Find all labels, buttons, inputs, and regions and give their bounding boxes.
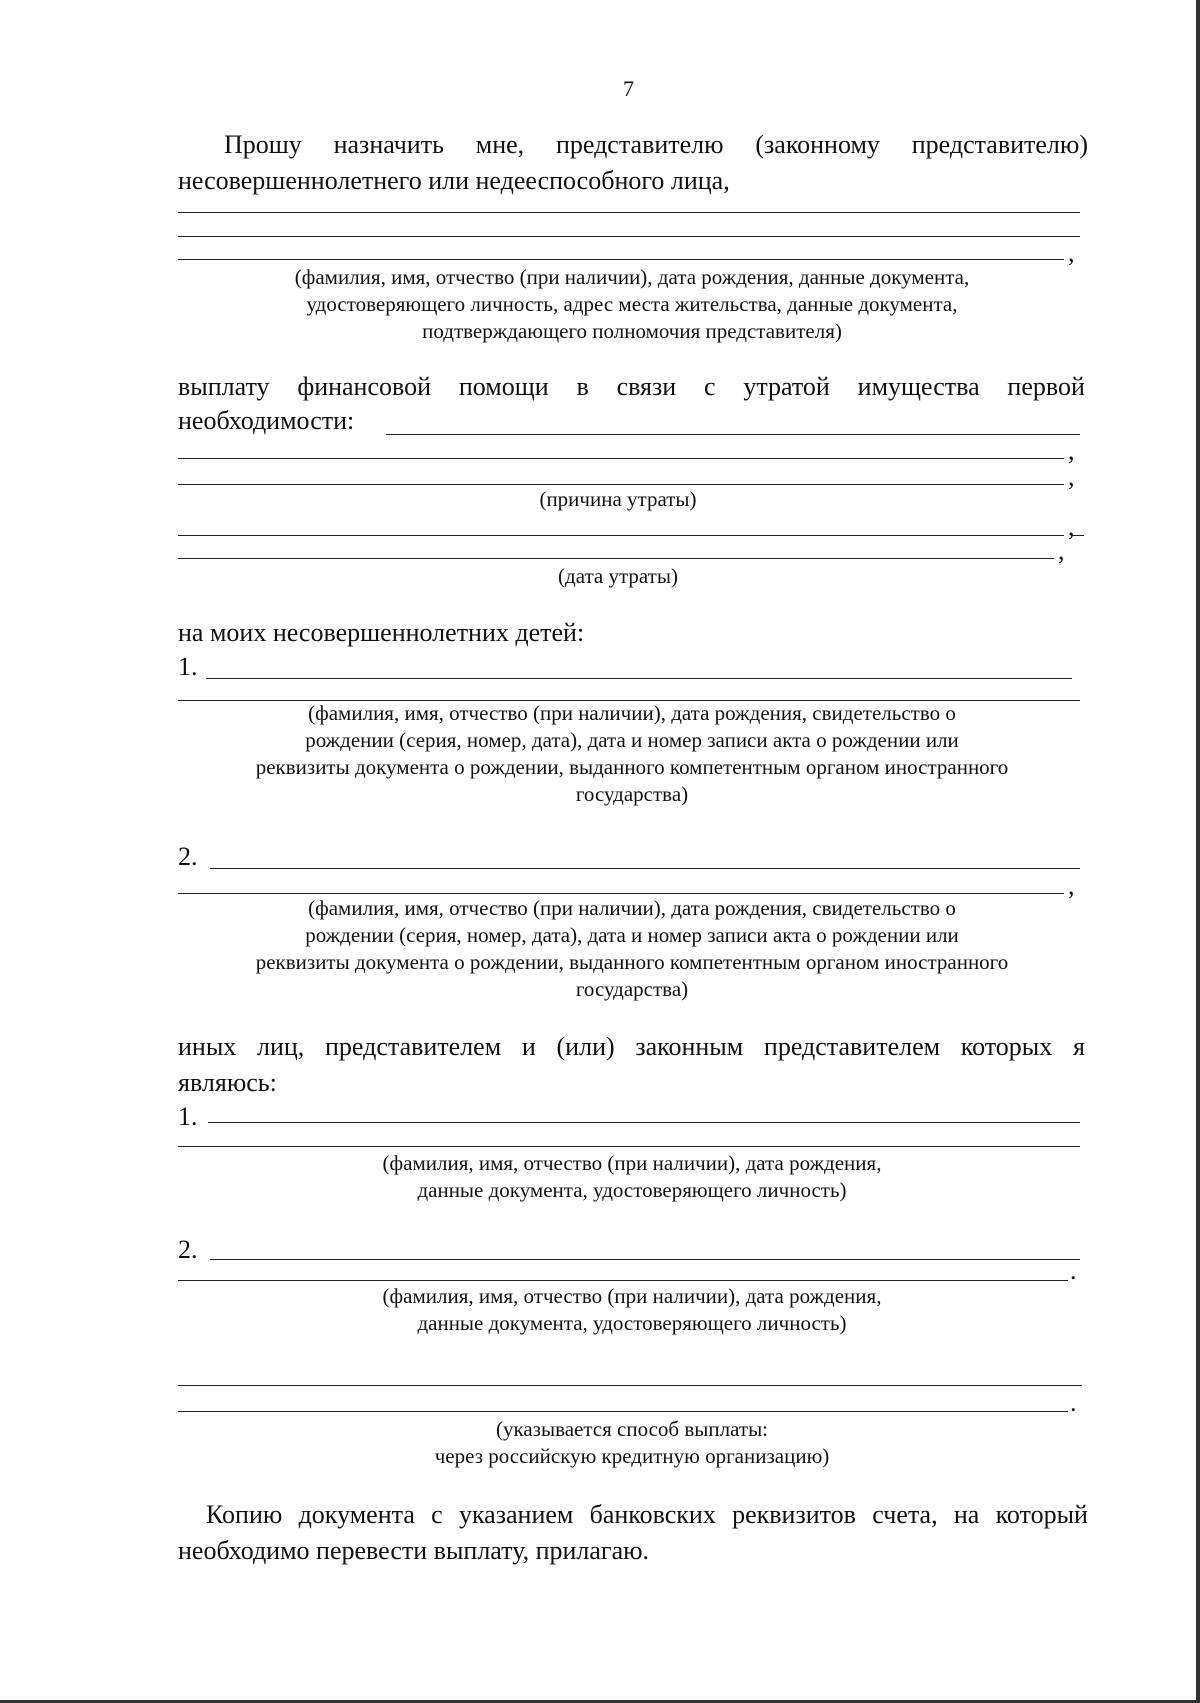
- representative-field-line-2[interactable]: [178, 236, 1080, 237]
- necessity-field-line[interactable]: [386, 434, 1080, 435]
- others-line-2: являюсь:: [178, 1068, 277, 1097]
- other-1-field-line-1[interactable]: [208, 1122, 1080, 1123]
- attachment-line-2: необходимо перевести выплату, прилагаю.: [178, 1536, 650, 1565]
- child-2-field-line-1[interactable]: [210, 868, 1080, 869]
- child-1-number: 1.: [178, 652, 198, 681]
- scan-edge-right: [1196, 0, 1200, 1703]
- other-1-field-line-2[interactable]: [178, 1146, 1080, 1147]
- payment-method-field-line-2[interactable]: [178, 1411, 1068, 1412]
- payment-method-field-line-1[interactable]: [178, 1385, 1082, 1386]
- other-1-number: 1.: [178, 1102, 198, 1131]
- children-heading: на моих несовершеннолетних детей:: [178, 618, 585, 647]
- loss-reason-field-line-2[interactable]: [178, 484, 1064, 485]
- other-2-caption: (фамилия, имя, отчество (при наличии), дата рождения, данные документа, удостоверяющего личность): [382, 1284, 882, 1335]
- comma-mark: ,: [1068, 436, 1075, 465]
- other-1-caption: (фамилия, имя, отчество (при наличии), дата рождения, данные документа, удостоверяющего личность): [382, 1151, 882, 1202]
- child-1-caption: (фамилия, имя, отчество (при наличии), дата рождения, свидетельство о рождении (серия, номер, дата), дата и номер записи акта о рождении или реквизиты документа о рождении, выданного компетентным органом иностранного государства): [255, 701, 1009, 806]
- representative-field-line-1[interactable]: [178, 212, 1080, 213]
- comma-mark: ,: [1058, 536, 1065, 565]
- representative-caption: (фамилия, имя, отчество (при наличии), дата рождения, данные документа, удостоверяющего личность, адрес места жительства, данные документа, подтверждающего полномочия представителя): [294, 265, 970, 343]
- others-line-1: иных лиц, представителем и (или) законным представителем которых я: [178, 1032, 1085, 1061]
- request-line-1: Прошу назначить мне, представителю (законному представителю): [224, 130, 1088, 159]
- loss-date-field-line-2[interactable]: [178, 558, 1054, 559]
- payment-line-2: необходимости:: [178, 406, 355, 435]
- child-2-field-line-2[interactable]: [178, 893, 1064, 894]
- other-2-number: 2.: [178, 1235, 198, 1264]
- child-2-number: 2.: [178, 842, 198, 871]
- page-number: 7: [623, 76, 634, 101]
- loss-reason-caption: (причина утраты): [539, 487, 697, 511]
- comma-mark: ,: [1068, 871, 1075, 900]
- representative-field-line-3[interactable]: [178, 259, 1064, 260]
- loss-date-field-line-1[interactable]: [178, 535, 1064, 536]
- loss-date-caption: (дата утраты): [558, 564, 678, 588]
- child-1-field-line-1[interactable]: [206, 678, 1072, 679]
- child-2-caption: (фамилия, имя, отчество (при наличии), дата рождения, свидетельство о рождении (серия, номер, дата), дата и номер записи акта о рождении или реквизиты документа о рождении, выданного компетентным органом иностранного государства): [255, 896, 1009, 1001]
- period-mark: .: [1070, 1256, 1077, 1285]
- request-line-2: несовершеннолетнего или недееспособного лица,: [178, 166, 730, 195]
- payment-method-caption: (указывается способ выплаты: через российскую кредитную организацию): [434, 1417, 830, 1468]
- loss-date-field-line-1-tail: [1072, 535, 1084, 536]
- comma-mark: ,: [1068, 238, 1075, 267]
- comma-mark: ,: [1068, 512, 1075, 541]
- period-mark: .: [1070, 1388, 1077, 1417]
- comma-mark: ,: [1068, 462, 1075, 491]
- other-2-field-line-2[interactable]: [178, 1280, 1068, 1281]
- loss-reason-field-line-1[interactable]: [178, 458, 1064, 459]
- other-2-field-line-1[interactable]: [210, 1259, 1080, 1260]
- attachment-line-1: Копию документа с указанием банковских реквизитов счета, на который: [206, 1500, 1088, 1529]
- payment-line-1: выплату финансовой помощи в связи с утратой имущества первой: [178, 372, 1085, 401]
